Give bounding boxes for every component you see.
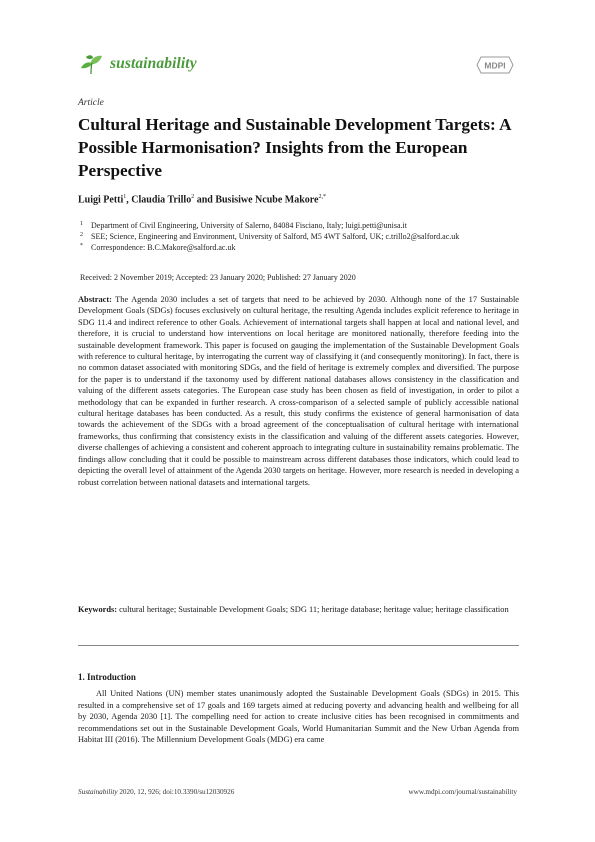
affiliation-number: *: [80, 243, 83, 249]
mdpi-logo-icon: [475, 55, 515, 75]
abstract-label: Abstract:: [78, 295, 112, 304]
keywords: [78, 604, 519, 615]
affiliation-marker: 2: [191, 194, 195, 200]
affiliation-item: [80, 220, 520, 231]
author-separator: and: [194, 194, 216, 206]
introduction-paragraph: All United Nations (UN) member states unanimously adopted the Sustainable Development Goals (SDGs) in 2015. This resulted in a comprehensive set of 17 goals and 169 targets aimed at reducing poverty and advancing health and wellbeing for all by 2030, Agenda 2030 [1]. The compelling need for action to create inclusive cities has been recognised in commitments and recommendations set out in the Sustainable Development Goals, World Humanitarian Summit and the New Urban Agenda from Habitat III (2016). The Millennium Development Goals (MDG) era came: [78, 689, 519, 745]
author-separator: ,: [126, 194, 132, 206]
affiliation-item: [80, 231, 520, 242]
keywords-label: Keywords:: [78, 605, 118, 614]
affiliation-number: 2: [80, 232, 83, 238]
footer-url[interactable]: www.mdpi.com/journal/sustainability: [408, 788, 517, 796]
author-list: [78, 194, 326, 205]
section-heading: 1. Introduction: [78, 672, 136, 682]
correspondence-text: Correspondence: B.C.Makore@salford.ac.uk: [91, 243, 236, 252]
journal-name: sustainability: [110, 55, 197, 72]
leaf-logo-icon: [78, 52, 104, 76]
footer-journal: Sustainability: [78, 788, 118, 796]
journal-header: [78, 52, 197, 76]
author-name[interactable]: Luigi Petti: [78, 194, 124, 206]
publisher-badge: MDPI: [484, 60, 506, 71]
keywords-text: cultural heritage; Sustainable Development Goals; SDG 11; heritage database; heritage value; heritage classification: [119, 605, 509, 614]
footer-citation: [78, 788, 234, 796]
affiliation-text: SEE; Science, Engineering and Environment, University of Salford, M5 4WT Salford, UK; c.trillo2@salford.ac.uk: [91, 232, 460, 241]
affiliation-marker: 2,*: [318, 194, 326, 200]
publication-dates: Received: 2 November 2019; Accepted: 23 January 2020; Published: 27 January 2020: [80, 273, 356, 282]
author-name[interactable]: Claudia Trillo: [131, 194, 192, 206]
affiliation-marker: 1: [123, 194, 127, 200]
author-name[interactable]: Busisiwe Ncube Makore: [215, 194, 319, 206]
affiliations: [80, 220, 520, 253]
footer-citation-details: 2020, 12, 926; doi:10.3390/su12030926: [117, 788, 235, 796]
section-divider: [78, 645, 519, 646]
affiliation-text: Department of Civil Engineering, University of Salerno, 84084 Fisciano, Italy; luigi.petti@unisa.it: [91, 221, 407, 230]
abstract-text: The Agenda 2030 includes a set of targets that need to be achieved by 2030. Although none of the 17 Sustainable Development Goals (SDGs) focuses exclusively on cultural heritage, the resulting Agenda includes explicit reference to heritage in SDG 11.4 and indirect reference to other Goals. Achievement of international targets shall happen at local and national level, and therefore, it is crucial to understand how interventions on local heritage are monitored nationally, therefore feeding into the sustainable development framework. This paper is focused on gauging the implementation of the Sustainable Development Goals with reference to cultural heritage, by interrogating the current way of classifying it (and consequently monitoring). In fact, there is no common dataset associated with monitoring SDGs, and the field of heritage is extremely complex and diversified. The purpose for the paper is to understand if the taxonomy used by different national databases allows consistency in the classification and valuing of the different assets categories. The European case study has been chosen as field of investigation, in order to pilot a methodology that can be expanded in further research. A cross-comparison of a selected sample of publicly accessible national cultural heritage databases has been conducted. As a result, this study confirms the existence of general harmonisation of data towards the achievement of the SDGs with a broad agreement of the conceptualisation of cultural heritage with international frameworks, thus confirming that consistency exists in the classification and valuing of the different assets categories. However, diverse challenges of achieving a consistent and coherent approach to integrating culture in sustainability remains problematic. The findings allow concluding that it could be possible to mainstream across different databases those indicators, which could lead to depicting the overall level of attainment of the Agenda 2030 targets on heritage. However, more research is needed in developing a robust correlation between national datasets and international targets.: [78, 295, 519, 487]
affiliation-item: [80, 242, 520, 253]
article-type: Article: [78, 98, 104, 108]
abstract: [78, 294, 519, 488]
paper-title: Cultural Heritage and Sustainable Development Targets: A Possible Harmonisation? Insights from the European Perspective: [78, 115, 511, 180]
affiliation-number: 1: [80, 221, 83, 227]
